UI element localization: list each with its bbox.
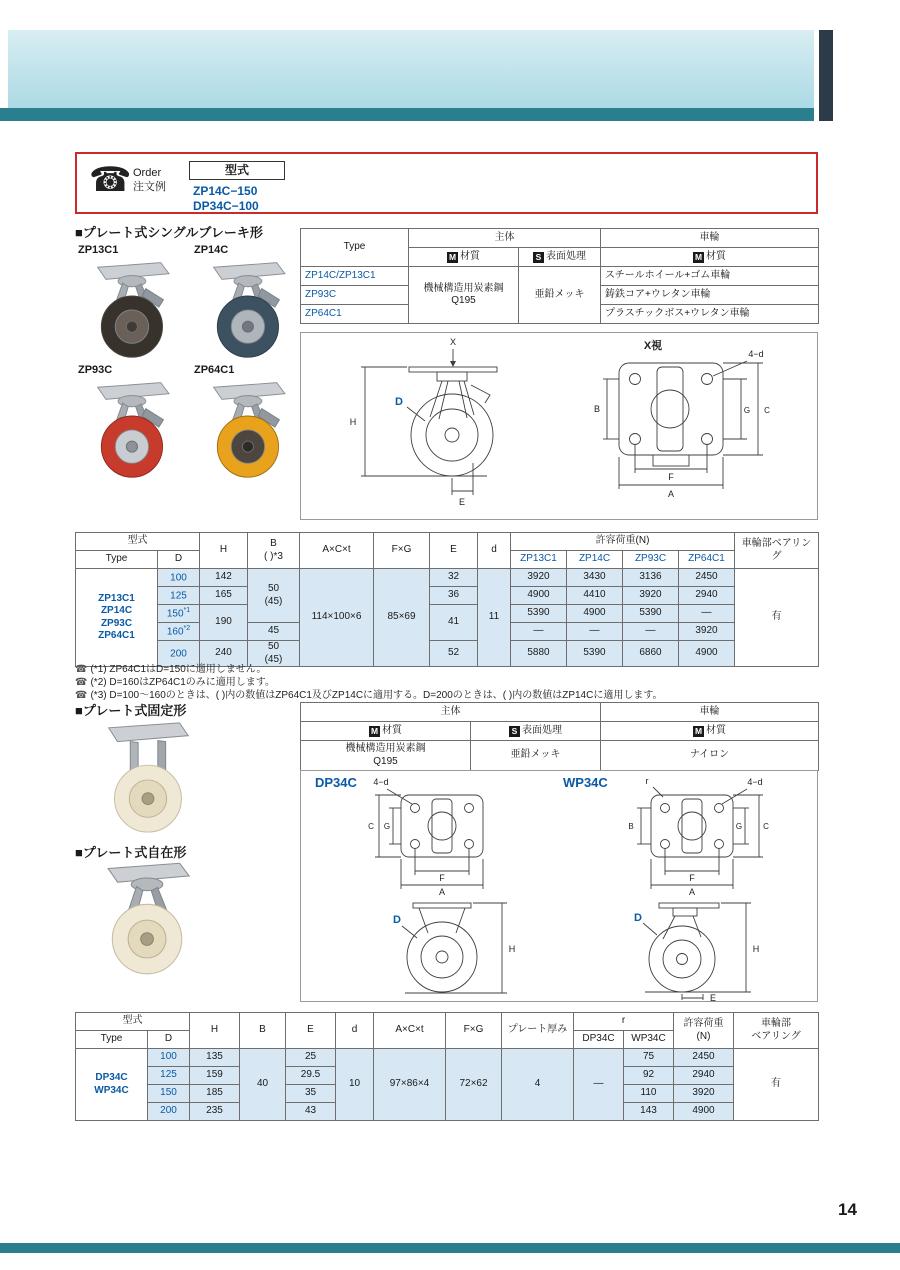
dim-r: r bbox=[645, 776, 649, 786]
dim-e: E bbox=[458, 497, 466, 507]
cell: 3920 bbox=[679, 623, 735, 641]
table-row bbox=[301, 229, 819, 248]
cell: 4900 bbox=[567, 605, 623, 623]
wp34c-label: WP34C bbox=[563, 775, 608, 790]
col-header: S 表面処理 bbox=[519, 248, 601, 267]
dim-b: B bbox=[593, 404, 601, 414]
dim-g: G bbox=[743, 406, 751, 415]
dim-4d: 4−d bbox=[373, 777, 389, 787]
cell: 6860 bbox=[623, 641, 679, 667]
col-header: 主体 bbox=[301, 703, 601, 722]
banner-shadow-bar bbox=[0, 108, 814, 121]
cell: ZP14C/ZP13C1 bbox=[301, 267, 409, 286]
dim-a: A bbox=[688, 887, 696, 897]
dim-f: F bbox=[668, 472, 674, 482]
cell: 2940 bbox=[679, 587, 735, 605]
section1-heading: ■プレート式シングルブレーキ形 bbox=[75, 225, 263, 240]
col-header: r bbox=[574, 1013, 674, 1031]
page-number: 14 bbox=[838, 1200, 857, 1219]
cell: 72×62 bbox=[446, 1049, 502, 1121]
col-header: S 表面処理 bbox=[471, 722, 601, 741]
cell: — bbox=[623, 623, 679, 641]
col-header: M 材質 bbox=[601, 248, 819, 267]
phone-note-icon: ☎ bbox=[75, 690, 88, 701]
product-swivel-caster bbox=[86, 858, 206, 983]
col-header: H bbox=[200, 533, 248, 569]
cell: 190 bbox=[200, 605, 248, 641]
section2-heading-fixed: ■プレート式固定形 bbox=[75, 703, 187, 718]
cell: 11 bbox=[478, 569, 511, 667]
col-header: B bbox=[240, 1013, 286, 1049]
col-header: ZP93C bbox=[623, 551, 679, 569]
top-banner bbox=[8, 30, 814, 110]
cell: 125 bbox=[148, 1067, 190, 1085]
cell: 5880 bbox=[511, 641, 567, 667]
phone-note-icon: ☎ bbox=[75, 677, 88, 688]
cell: 3920 bbox=[623, 587, 679, 605]
cell: 36 bbox=[430, 587, 478, 605]
col-header: M 材質 bbox=[409, 248, 519, 267]
cell: — bbox=[574, 1049, 624, 1121]
cell: 4900 bbox=[679, 641, 735, 667]
cell: 亜鉛メッキ bbox=[519, 267, 601, 324]
product-fixed-caster bbox=[86, 716, 206, 841]
cell: 5390 bbox=[623, 605, 679, 623]
table-row bbox=[76, 533, 819, 551]
cell: 43 bbox=[286, 1103, 336, 1121]
cell: 有 bbox=[735, 569, 819, 667]
cell: 52 bbox=[430, 641, 478, 667]
spec-table-zp bbox=[75, 532, 819, 667]
cell: 92 bbox=[624, 1067, 674, 1085]
product-zp93c bbox=[78, 364, 188, 485]
cell: — bbox=[679, 605, 735, 623]
cell: 3136 bbox=[623, 569, 679, 587]
cell: 5390 bbox=[567, 641, 623, 667]
cell: ZP64C1 bbox=[301, 305, 409, 324]
material-badge-icon: M bbox=[694, 725, 703, 736]
col-header: 許容荷重(N) bbox=[511, 533, 735, 551]
table-row bbox=[301, 703, 819, 722]
dimension-drawing-box-2 bbox=[300, 770, 818, 1002]
cell: 4900 bbox=[511, 587, 567, 605]
cell: プラスチックボス+ウレタン車輪 bbox=[601, 305, 819, 324]
product-zp64c1 bbox=[194, 364, 304, 485]
table-row bbox=[301, 722, 819, 741]
col-header: 型式 bbox=[76, 1013, 190, 1031]
cell: ナイロン bbox=[601, 741, 819, 771]
cell: 75 bbox=[624, 1049, 674, 1067]
type-cell: DP34C WP34C bbox=[76, 1049, 148, 1121]
table-row bbox=[76, 587, 819, 605]
cell: 41 bbox=[430, 605, 478, 641]
caster-photo-swivel bbox=[86, 858, 206, 978]
phone-icon: ☎ bbox=[89, 160, 132, 200]
cell: 160$^{*2}$ bbox=[158, 623, 200, 641]
dim-a: A bbox=[438, 887, 446, 897]
col-header: d bbox=[478, 533, 511, 569]
cell: 有 bbox=[734, 1049, 819, 1121]
spec-table-dp-wp bbox=[75, 1012, 819, 1121]
cell: 110 bbox=[624, 1085, 674, 1103]
cell: 150$^{*1}$ bbox=[158, 605, 200, 623]
col-header: A×C×t bbox=[374, 1013, 446, 1049]
dim-d: D bbox=[634, 912, 642, 924]
cell: 2940 bbox=[674, 1067, 734, 1085]
cell: 3920 bbox=[674, 1085, 734, 1103]
cell: 10 bbox=[336, 1049, 374, 1121]
col-header: H bbox=[190, 1013, 240, 1049]
cell: 125 bbox=[158, 587, 200, 605]
dim-b: B bbox=[628, 822, 634, 831]
cell: 200 bbox=[158, 641, 200, 667]
cell: 159 bbox=[190, 1067, 240, 1085]
col-header: M 材質 bbox=[301, 722, 471, 741]
table-row bbox=[301, 267, 819, 286]
caster-photo-zp14c bbox=[194, 258, 300, 360]
cell: 165 bbox=[200, 587, 248, 605]
cell: 100 bbox=[158, 569, 200, 587]
col-header: 車輪部ベアリング bbox=[735, 533, 819, 569]
cell: 200 bbox=[148, 1103, 190, 1121]
col-header: 主体 bbox=[409, 229, 601, 248]
cell: 150 bbox=[148, 1085, 190, 1103]
col-header: WP34C bbox=[624, 1031, 674, 1049]
dim-4d: 4−d bbox=[747, 777, 763, 787]
section2-heading-swivel: ■プレート式自在形 bbox=[75, 845, 187, 860]
cell: スチールホイール+ゴム車輪 bbox=[601, 267, 819, 286]
col-header: F×G bbox=[374, 533, 430, 569]
caster-photo-fixed bbox=[86, 716, 206, 836]
cell: 114×100×6 bbox=[300, 569, 374, 667]
material-badge-icon: M bbox=[448, 251, 457, 262]
cell: 235 bbox=[190, 1103, 240, 1121]
phone-note-icon: ☎ bbox=[75, 664, 88, 675]
order-example-box bbox=[75, 152, 818, 214]
col-header: プレート厚み bbox=[502, 1013, 574, 1049]
caster-photo-zp13c1 bbox=[78, 258, 184, 360]
col-header: DP34C bbox=[574, 1031, 624, 1049]
dim-g: G bbox=[735, 822, 743, 831]
col-header: A×C×t bbox=[300, 533, 374, 569]
col-header: ZP14C bbox=[567, 551, 623, 569]
col-header: E bbox=[430, 533, 478, 569]
cell: 100 bbox=[148, 1049, 190, 1067]
cell: 25 bbox=[286, 1049, 336, 1067]
dim-h: H bbox=[752, 944, 760, 954]
dim-g: G bbox=[383, 822, 391, 831]
product-label: ZP93C bbox=[78, 364, 113, 376]
surface-badge-icon: S bbox=[533, 252, 544, 263]
cell: 40 bbox=[240, 1049, 286, 1121]
dimension-drawing-box bbox=[300, 332, 818, 520]
col-header: 型式 bbox=[76, 533, 200, 551]
col-header: D bbox=[148, 1031, 190, 1049]
dim-f: F bbox=[439, 873, 445, 883]
table-row bbox=[301, 741, 819, 771]
dim-e: E bbox=[710, 993, 717, 1003]
cell: 143 bbox=[624, 1103, 674, 1121]
material-table-zp bbox=[300, 228, 819, 324]
col-header: d bbox=[336, 1013, 374, 1049]
dp34c-label: DP34C bbox=[315, 775, 357, 790]
cell: 機械構造用炭素鋼 Q195 bbox=[409, 267, 519, 324]
product-label: ZP14C bbox=[194, 244, 229, 256]
col-header: E bbox=[286, 1013, 336, 1049]
table-row bbox=[76, 1013, 819, 1031]
col-header: 車輪 bbox=[601, 229, 819, 248]
product-zp13c1 bbox=[78, 244, 188, 365]
cell: 29.5 bbox=[286, 1067, 336, 1085]
dim-f: F bbox=[689, 873, 695, 883]
type-cell: ZP13C1 ZP14C ZP93C ZP64C1 bbox=[76, 569, 158, 667]
model-header-box: 型式 bbox=[189, 161, 285, 180]
cell: 97×86×4 bbox=[374, 1049, 446, 1121]
order-label-en: Order bbox=[133, 167, 162, 179]
cell: 4 bbox=[502, 1049, 574, 1121]
dim-c: C bbox=[368, 822, 374, 831]
cell: — bbox=[567, 623, 623, 641]
table-row bbox=[76, 605, 819, 623]
table-row bbox=[76, 1049, 819, 1067]
order-label bbox=[133, 166, 166, 194]
dim-d: D bbox=[395, 396, 403, 408]
material-table-dp-wp bbox=[300, 702, 819, 771]
bottom-bar bbox=[0, 1243, 900, 1253]
x-view-label: X視 bbox=[643, 340, 663, 352]
order-example-2: DP34C−100 bbox=[193, 199, 259, 213]
caster-photo-zp93c bbox=[78, 378, 184, 480]
col-header: 許容荷重 (N) bbox=[674, 1013, 734, 1049]
banner-right-bar bbox=[819, 30, 833, 121]
col-header: Type bbox=[76, 551, 158, 569]
footnote-2: ☎ (*2) D=160はZP64C1のみに適用します。 bbox=[75, 677, 275, 688]
cell: 45 bbox=[248, 623, 300, 641]
cell: 鋳鉄コア+ウレタン車輪 bbox=[601, 286, 819, 305]
product-label: ZP13C1 bbox=[78, 244, 119, 256]
cell: 亜鉛メッキ bbox=[471, 741, 601, 771]
cell: 185 bbox=[190, 1085, 240, 1103]
footnote-1: ☎ (*1) ZP64C1はD=150に適用しません。 bbox=[75, 664, 267, 675]
dim-x: X bbox=[449, 337, 457, 347]
cell: 35 bbox=[286, 1085, 336, 1103]
product-label: ZP64C1 bbox=[194, 364, 235, 376]
col-header: B ( )*3 bbox=[248, 533, 300, 569]
col-header: F×G bbox=[446, 1013, 502, 1049]
col-header: ZP64C1 bbox=[679, 551, 735, 569]
col-header: 車輪 bbox=[601, 703, 819, 722]
cell: ZP93C bbox=[301, 286, 409, 305]
cell: 50 (45) bbox=[248, 569, 300, 623]
col-header: Type bbox=[301, 229, 409, 267]
order-label-jp: 注文例 bbox=[133, 181, 166, 193]
order-example-1: ZP14C−150 bbox=[193, 184, 258, 198]
table-row bbox=[76, 569, 819, 587]
cell: 機械構造用炭素鋼 Q195 bbox=[301, 741, 471, 771]
cell: 135 bbox=[190, 1049, 240, 1067]
dim-a: A bbox=[667, 489, 675, 499]
material-badge-icon: M bbox=[694, 251, 703, 262]
dp-wp-dimension-drawing bbox=[301, 771, 817, 1003]
cell: — bbox=[511, 623, 567, 641]
caster-dimension-drawing bbox=[301, 333, 817, 519]
product-zp14c bbox=[194, 244, 304, 365]
cell: 3430 bbox=[567, 569, 623, 587]
col-header: ZP13C1 bbox=[511, 551, 567, 569]
cell: 4410 bbox=[567, 587, 623, 605]
cell: 85×69 bbox=[374, 569, 430, 667]
col-header: D bbox=[158, 551, 200, 569]
caster-photo-zp64c1 bbox=[194, 378, 300, 480]
cell: 32 bbox=[430, 569, 478, 587]
cell: 4900 bbox=[674, 1103, 734, 1121]
surface-badge-icon: S bbox=[509, 726, 520, 737]
cell: 2450 bbox=[679, 569, 735, 587]
cell: 2450 bbox=[674, 1049, 734, 1067]
footnote-3: ☎ (*3) D=100〜160のときは、( )内の数値はZP64C1及びZP14Cに適用する。D=200のときは、( )内の数値はZP14Cに適用します。 bbox=[75, 690, 663, 701]
dim-c: C bbox=[763, 822, 769, 831]
dim-d: D bbox=[393, 914, 401, 926]
col-header: 車輪部 ベアリング bbox=[734, 1013, 819, 1049]
material-badge-icon: M bbox=[370, 725, 379, 736]
col-header: M 材質 bbox=[601, 722, 819, 741]
order-examples bbox=[193, 184, 259, 214]
dim-h: H bbox=[508, 944, 516, 954]
cell: 142 bbox=[200, 569, 248, 587]
col-header: Type bbox=[76, 1031, 148, 1049]
dim-4d: 4−d bbox=[748, 349, 764, 359]
cell: 5390 bbox=[511, 605, 567, 623]
cell: 240 bbox=[200, 641, 248, 667]
cell: 3920 bbox=[511, 569, 567, 587]
dim-h: H bbox=[349, 417, 357, 427]
dim-c: C bbox=[764, 406, 770, 415]
cell: 50 (45) bbox=[248, 641, 300, 667]
